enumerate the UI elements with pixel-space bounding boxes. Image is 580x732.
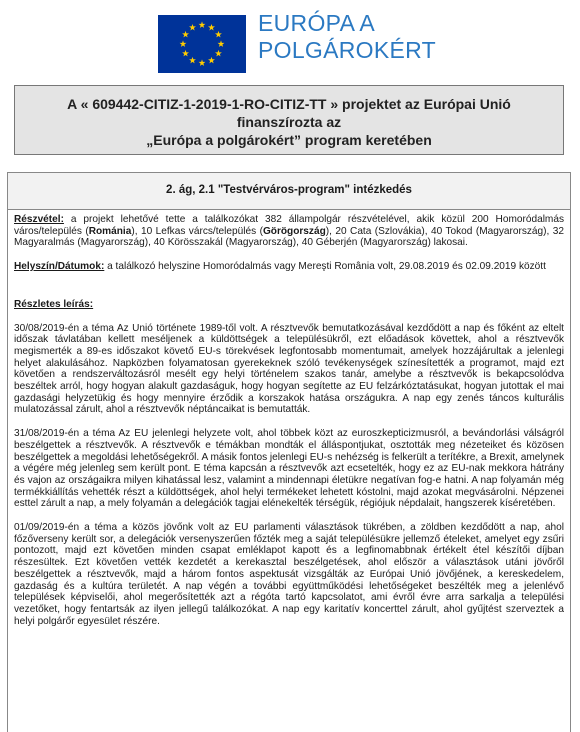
location-paragraph (14, 261, 564, 273)
details-paragraph-3: 01/09/2019-én a téma a közös jövőnk volt az EU parlamenti választások tükrében, a zöldben kezdődött a nap, ahol főzőverseny került sor, a delegációk versenyszerűen főzték meg a saját településükre jellemző ételeket, amelyet egy zsűri pontozott, majd ezt követően minden csapat emléklapot kapott és a legfinomabbnak értékelt étel készítői díjban részesültek. Ezt követően vették kezdetét a kerekasztal beszélgetések, ahol először a választások utáni jövőről beszélgettek a résztvevők, majd a három fontos aspektusát vizsgálták az Európai Unió jövőjének, a kereskedelem, gazdaság és a kultúra területét. A nap végén a további együttműködési lehetőségeket beszélték meg a jelenlévő települések képviselői, ahol megerősítették azt a régóta tartó kapcsolatot, ami évről évre arra sarkalja a települési vezetőket, hogy fentartsák az ilyen jellegű találkozókat. A nap egy karitatív koncerttel zárult, ahol gyűjtést szerveztek a helyi polgárőr egyesület részére. (14, 522, 564, 627)
location-label: Helyszín/Dátumok: (14, 261, 105, 273)
project-funding-line1: A « 609442-CITIZ-1-2019-1-RO-CITIZ-TT » projektet az Európai Unió (67, 96, 511, 112)
participants-label: Részvétel: (14, 214, 64, 225)
project-funding-line3: „Európa a polgárokért” program keretében (146, 132, 432, 148)
project-funding-box (14, 85, 564, 155)
details-paragraph-1: 30/08/2019-én a téma Az Unió története 1989-től volt. A résztvevők bemutatkozásával kezdődött a nap és főként az eltelt időszak távlatában kellett meséljenek a küldöttségek a településükről, ezt előadások követtek, ahol a résztvevők megismerték a 89-es időszakot követő EU-s törekvések legfontosabb momentumait, amelyek hozzájárultak a jelenlegi helyet alakulásához. Napközben folyamatosan gyerekeknek szóló tevékenységek színesítették a programot, majd ezt követően a rendszerváltozásról mesélt egy helyi történelem szakos tanár, amelybe a résztvevők is bekapcsolódva beszéltek arról, hogy hogyan alakult gazdaságuk, hogy hogyan segítette az EU felzárkóztatásukat, hogyan jutottak el mai gazdasági helyzetükig és hogy mennyire érződik a korszakok hatása országukra. A nap egy zenés táncos kulturális mulatozással zárult, ahol a résztvevők néptáncaikat is bemutatták. (14, 322, 564, 416)
participants-text-3: ), 20 Cata (Szlovákia), 40 Tokod (Magyarország), 32 Magyaralmás (Magyarország), 40 Körösszakál (Magyarország), 40 Géberjén (Magyarország) lakosai. (14, 225, 564, 249)
program-logo-title-line1: EURÓPA A (258, 10, 376, 36)
details-label-paragraph (14, 299, 564, 311)
eu-flag-icon (158, 15, 246, 73)
location-text: a találkozó helyszine Homoródalmás vagy Mereşti România volt, 29.08.2019 és 02.09.2019 között (104, 261, 546, 273)
participants-text-2: ), 10 Lefkas várcs/település ( (131, 225, 263, 237)
measure-content (8, 210, 570, 627)
participants-paragraph (14, 214, 564, 249)
participants-country-1: Románia (88, 225, 132, 237)
measure-heading: 2. ág, 2.1 "Testvérváros-program" intézkedés (8, 173, 570, 210)
details-paragraph-2: 31/08/2019-én a téma Az EU jelenlegi helyzete volt, ahol többek közt az euroszkepticizmusról, a bevándorlási válságról beszélgettek a résztvevők. A résztvevők e témákban mondták el álláspontjukat, osztották meg nézeteiket és közösen beszélgettek a megoldási lehetőségekről. A másik fontos jelenlegi EU-s nehézség is felkerült a terítékre, a Brexit, amelynek a végére még jelenleg sem került pont. E téma kapcsán a résztvevők azt ecsetelték, hogy ez az EU-nak mekkora hátrány és vajon az országaikra milyen kihatással lesz, valamint a mindennapi életükre negatívan fog-e hatni. A nap folyamán még termékkiállítás vehették részt a küldöttségek, ahol helyi termékeket lehetett kóstolni, majd azokat megvásárolni. Népzenei esttel zárult a nap, a mely folyamán a delegációk tagjai elénekelték térségük, régiójuk népdalait, hangszerek kíséretében. (14, 428, 564, 510)
measure-box (7, 172, 571, 732)
participants-country-2: Görögország (262, 225, 326, 237)
details-label: Részletes leírás: (14, 298, 94, 310)
program-logo-title-line2: POLGÁROKÉRT (258, 37, 436, 63)
participants-text-1: a projekt lehetővé tette a találkozókat 382 állampolgár részvételével, akik közül 200 Homoródalmás város/település ( (14, 214, 564, 237)
program-logo-title (258, 10, 436, 64)
project-funding-line2: finanszírozta az (236, 114, 342, 130)
page-header (0, 0, 580, 80)
